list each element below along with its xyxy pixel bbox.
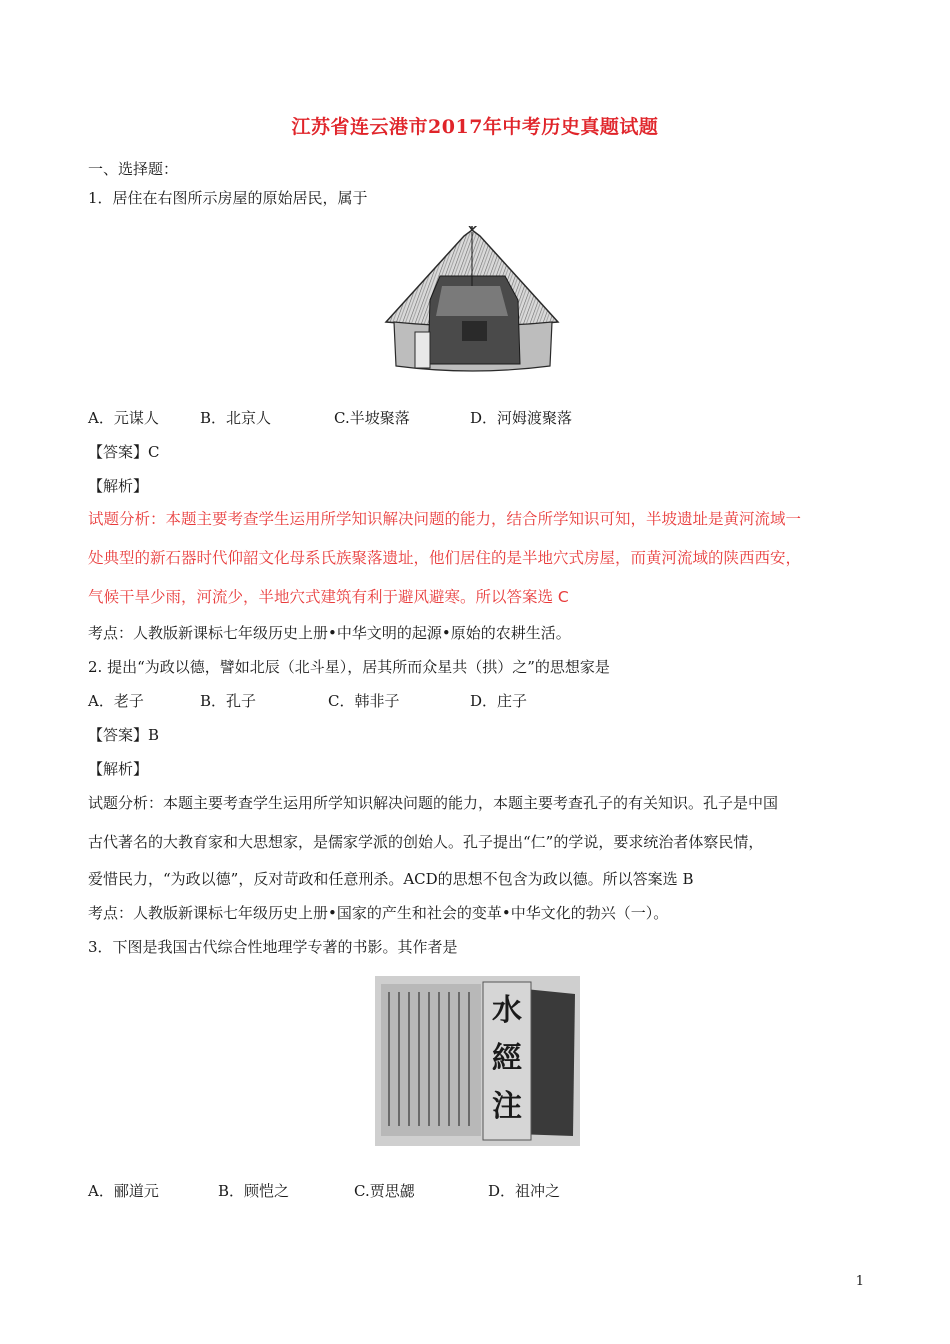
q1-option-d[interactable]: D．河姆渡聚落 [470,409,573,427]
q3-stem: 3．下图是我国古代综合性地理学专著的书影。其作者是 [88,938,458,956]
q2-option-b[interactable]: B．孔子 [200,692,257,710]
q1-answer: 【答案】C [88,443,160,461]
q3-option-b[interactable]: B．顾恺之 [218,1182,290,1200]
q1-analysis-label: 【解析】 [88,477,149,495]
q3-book-char-1: 水 [492,993,522,1028]
q2-analysis-line-2: 古代著名的大教育家和大思想家，是儒家学派的创始人。孔子提出“仁”的学说，要求统治者体察民情， [88,833,764,851]
q2-point: 考点：人教版新课标七年级历史上册•国家的产生和社会的变革•中华文化的勃兴（一）。 [88,904,669,922]
q2-answer: 【答案】B [88,726,160,744]
q3-book-char-2: 經 [492,1041,522,1076]
q1-analysis-line-1: 试题分析：本题主要考查学生运用所学知识解决问题的能力，结合所学知识可知，半坡遗址是黄河流域一 [88,510,802,528]
q2-option-d[interactable]: D．庄子 [470,692,528,710]
q2-option-c[interactable]: C．韩非子 [328,692,400,710]
page-number: 1 [855,1274,864,1289]
q1-option-b[interactable]: B．北京人 [200,409,272,427]
q1-hut-image [380,226,565,376]
q1-point: 考点：人教版新课标七年级历史上册•中华文明的起源•原始的农耕生活。 [88,624,571,642]
q1-analysis-line-3: 气候干旱少雨，河流少，半地穴式建筑有利于避风避寒。所以答案选 C [88,588,569,606]
q1-stem: 1．居住在右图所示房屋的原始居民，属于 [88,189,368,207]
document-title: 江苏省连云港市2017年中考历史真题试题 [291,116,659,138]
q3-option-a[interactable]: A．郦道元 [88,1182,159,1200]
q3-book-char-3: 注 [492,1089,522,1124]
q3-option-d[interactable]: D．祖冲之 [488,1182,561,1200]
q1-option-c[interactable]: C.半坡聚落 [334,409,410,427]
section-heading: 一、选择题： [88,160,179,178]
q3-option-c[interactable]: C.贾思勰 [354,1182,415,1200]
q1-option-a[interactable]: A．元谋人 [88,409,159,427]
q2-analysis-line-3: 爱惜民力，“为政以德”，反对苛政和任意刑杀。ACD的思想不包含为政以德。所以答案选 B [88,870,694,888]
q3-book-image [375,976,580,1146]
q2-analysis-line-1: 试题分析：本题主要考查学生运用所学知识解决问题的能力，本题主要考查孔子的有关知识。孔子是中国 [88,794,779,812]
q1-analysis-line-2: 处典型的新石器时代仰韶文化母系氏族聚落遗址，他们居住的是半地穴式房屋，而黄河流域的陕西西安， [88,549,802,567]
q2-option-a[interactable]: A．老子 [88,692,144,710]
q2-stem: 2. 提出“为政以德，譬如北辰（北斗星），居其所而众星共（拱）之”的思想家是 [88,658,610,676]
q2-analysis-label: 【解析】 [88,760,149,778]
